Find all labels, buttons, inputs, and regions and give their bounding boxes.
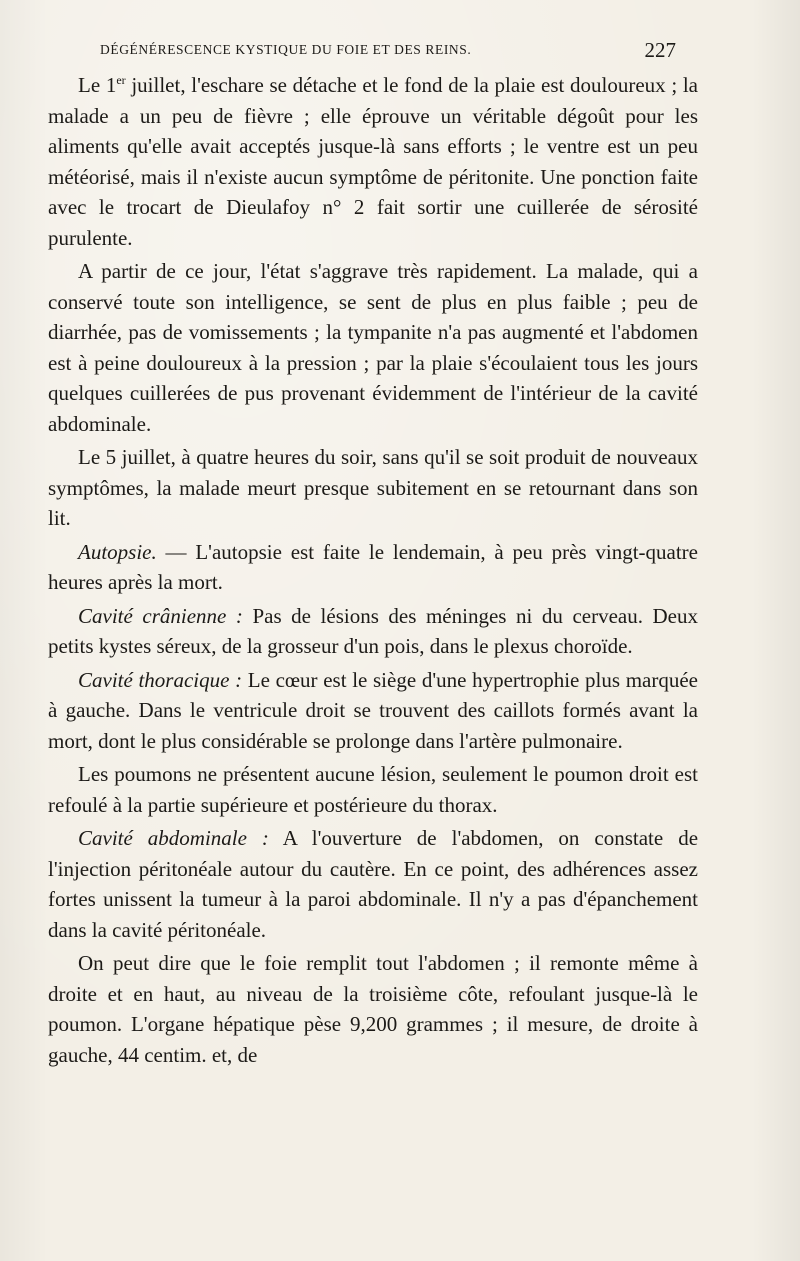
ordinal-superscript: er xyxy=(116,73,126,87)
paragraph-poumons xyxy=(48,759,698,820)
paragraph-foie xyxy=(48,948,698,1070)
paragraph-lead: Cavité abdominale : xyxy=(78,826,269,850)
paragraph-lead: Autopsie. xyxy=(78,539,157,564)
paragraph-autopsie xyxy=(48,537,698,598)
page-number: 227 xyxy=(644,38,676,62)
page-header xyxy=(100,38,680,62)
paragraph-text: Le cœur est le siège d'une hypertrophie plus marquée à gauche. Dans le ventricule droit se trouvent des caillots formés avant la mort, dont le plus considérable se prolonge dans l'artère pulmonaire. xyxy=(48,667,698,753)
paragraph-cavite-thoracique xyxy=(48,665,698,757)
paragraph-text: juillet, l'eschare se détache et le fond de la plaie est douloureux ; la malade a un peu de fièvre ; elle éprouve un véritable dégoût pour les aliments qu'elle avait acceptés jusque-là sans efforts ; le ventre est un peu météorisé, mais il n'existe aucun symptôme de péritonite. Une ponction faite avec le trocart de Dieulafoy n° 2 fait sortir une cuillerée de sérosité purulente. xyxy=(48,73,698,250)
paragraph-lead: Cavité thoracique : xyxy=(78,667,243,692)
paragraph-text: — L'autopsie est faite le lendemain, à peu près vingt-quatre heures après la mort. xyxy=(48,539,698,594)
paragraph-cavite-abdominale xyxy=(48,823,698,945)
page-body xyxy=(48,70,698,1070)
paragraph-text: Le 1 xyxy=(78,73,117,97)
paragraph-text: A partir de ce jour, l'état s'aggrave très rapidement. La malade, qui a conservé toute son intelligence, se sent de plus en plus faible ; peu de diarrhée, pas de vomissements ; la tympanite n'a pas augmenté et l'abdomen est à peine douloureux à la pression ; par la plaie s'écoulaient tous les jours quelques cuillerées de pus provenant évidemment de l'intérieur de la cavité abdominale. xyxy=(48,259,698,436)
paragraph-worsening xyxy=(48,256,698,439)
running-title: DÉGÉNÉRESCENCE KYSTIQUE DU FOIE ET DES REINS. xyxy=(100,42,472,57)
paragraph-july-1 xyxy=(48,70,698,253)
paragraph-text: Les poumons ne présentent aucune lésion, seulement le poumon droit est refoulé à la partie supérieure et postérieure du thorax. xyxy=(48,762,698,817)
paragraph-cavite-cranienne xyxy=(48,601,698,662)
paragraph-text: On peut dire que le foie remplit tout l'abdomen ; il remonte même à droite et en haut, au niveau de la troisième côte, refoulant jusque-là le poumon. L'organe hépatique pèse 9,200 grammes ; il mesure, de droite à gauche, 44 centim. et, de xyxy=(48,951,698,1067)
paragraph-text: Le 5 juillet, à quatre heures du soir, sans qu'il se soit produit de nouveaux symptômes, la malade meurt presque subitement en se retournant dans son lit. xyxy=(48,445,698,530)
paragraph-july-5 xyxy=(48,442,698,534)
paragraph-text: A l'ouverture de l'abdomen, on constate de l'injection péritonéale autour du cautère. En ce point, des adhérences assez fortes unissent la tumeur à la paroi abdominale. Il n'y a pas d'épanchement dans la cavité péritonéale. xyxy=(48,826,699,942)
paragraph-text: Pas de lésions des méninges ni du cerveau. Deux petits kystes séreux, de la grosseur d'un pois, dans le plexus choroïde. xyxy=(48,603,699,658)
paragraph-lead: Cavité crânienne : xyxy=(78,603,243,628)
